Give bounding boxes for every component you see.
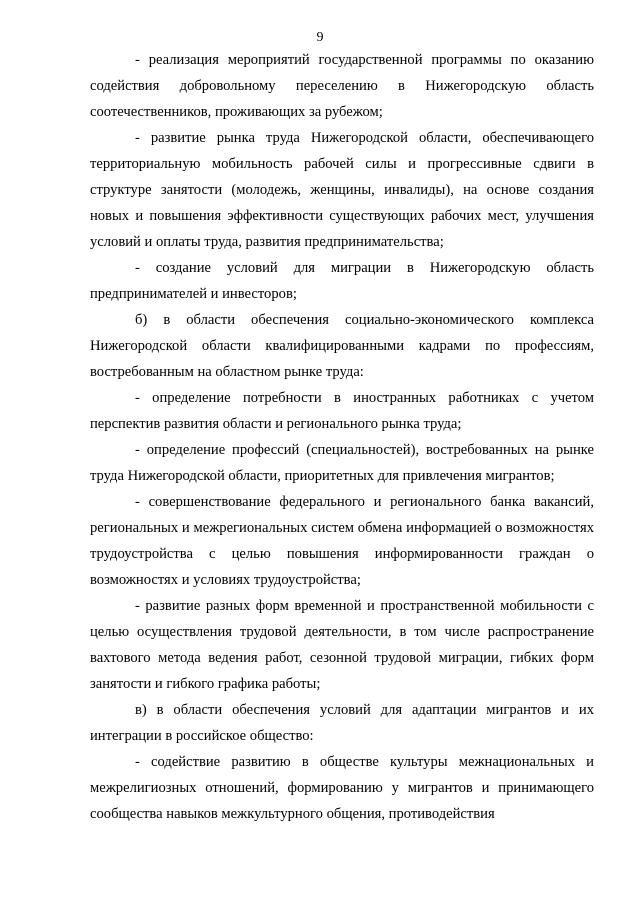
paragraph: - развитие разных форм временной и пространственной мобильности с целью осуществления трудовой деятельности, в том числе распространение вахтового метода ведения работ, сезонной трудовой миграции, гибких форм занятости и гибкого графика работы; bbox=[90, 598, 594, 692]
paragraph: в) в области обеспечения условий для адаптации мигрантов и их интеграции в российское общество: bbox=[90, 702, 594, 744]
paragraph: - содействие развитию в обществе культуры межнациональных и межрелигиозных отношений, формированию у мигрантов и принимающего сообщества навыков межкультурного общения, противодействия bbox=[90, 754, 594, 822]
paragraph: - совершенствование федерального и регионального банка вакансий, региональных и межрегиональных систем обмена информацией о возможностях трудоустройства с целью повышения информированности граждан о возможностях и условиях трудоустройства; bbox=[90, 494, 594, 588]
paragraph: - определение профессий (специальностей), востребованных на рынке труда Нижегородской области, приоритетных для привлечения мигрантов; bbox=[90, 442, 594, 484]
paragraph: - определение потребности в иностранных работниках с учетом перспектив развития области и регионального рынка труда; bbox=[90, 390, 594, 432]
paragraph: б) в области обеспечения социально-экономического комплекса Нижегородской области квалифицированными кадрами по профессиям, востребованным на областном рынке труда: bbox=[90, 312, 594, 380]
page-number: 9 bbox=[316, 30, 324, 45]
paragraph: - развитие рынка труда Нижегородской области, обеспечивающего территориальную мобильность рабочей силы и прогрессивные сдвиги в структуре занятости (молодежь, женщины, инвалиды), на основе создания новых и повышения эффективности существующих рабочих мест, улучшения условий и оплаты труда, развития предпринимательства; bbox=[90, 130, 594, 250]
document-body bbox=[90, 47, 594, 827]
paragraph: - создание условий для миграции в Нижегородскую область предпринимателей и инвесторов; bbox=[90, 260, 594, 302]
paragraph: - реализация мероприятий государственной программы по оказанию содействия добровольному переселению в Нижегородскую область соотечественников, проживающих за рубежом; bbox=[90, 52, 594, 120]
